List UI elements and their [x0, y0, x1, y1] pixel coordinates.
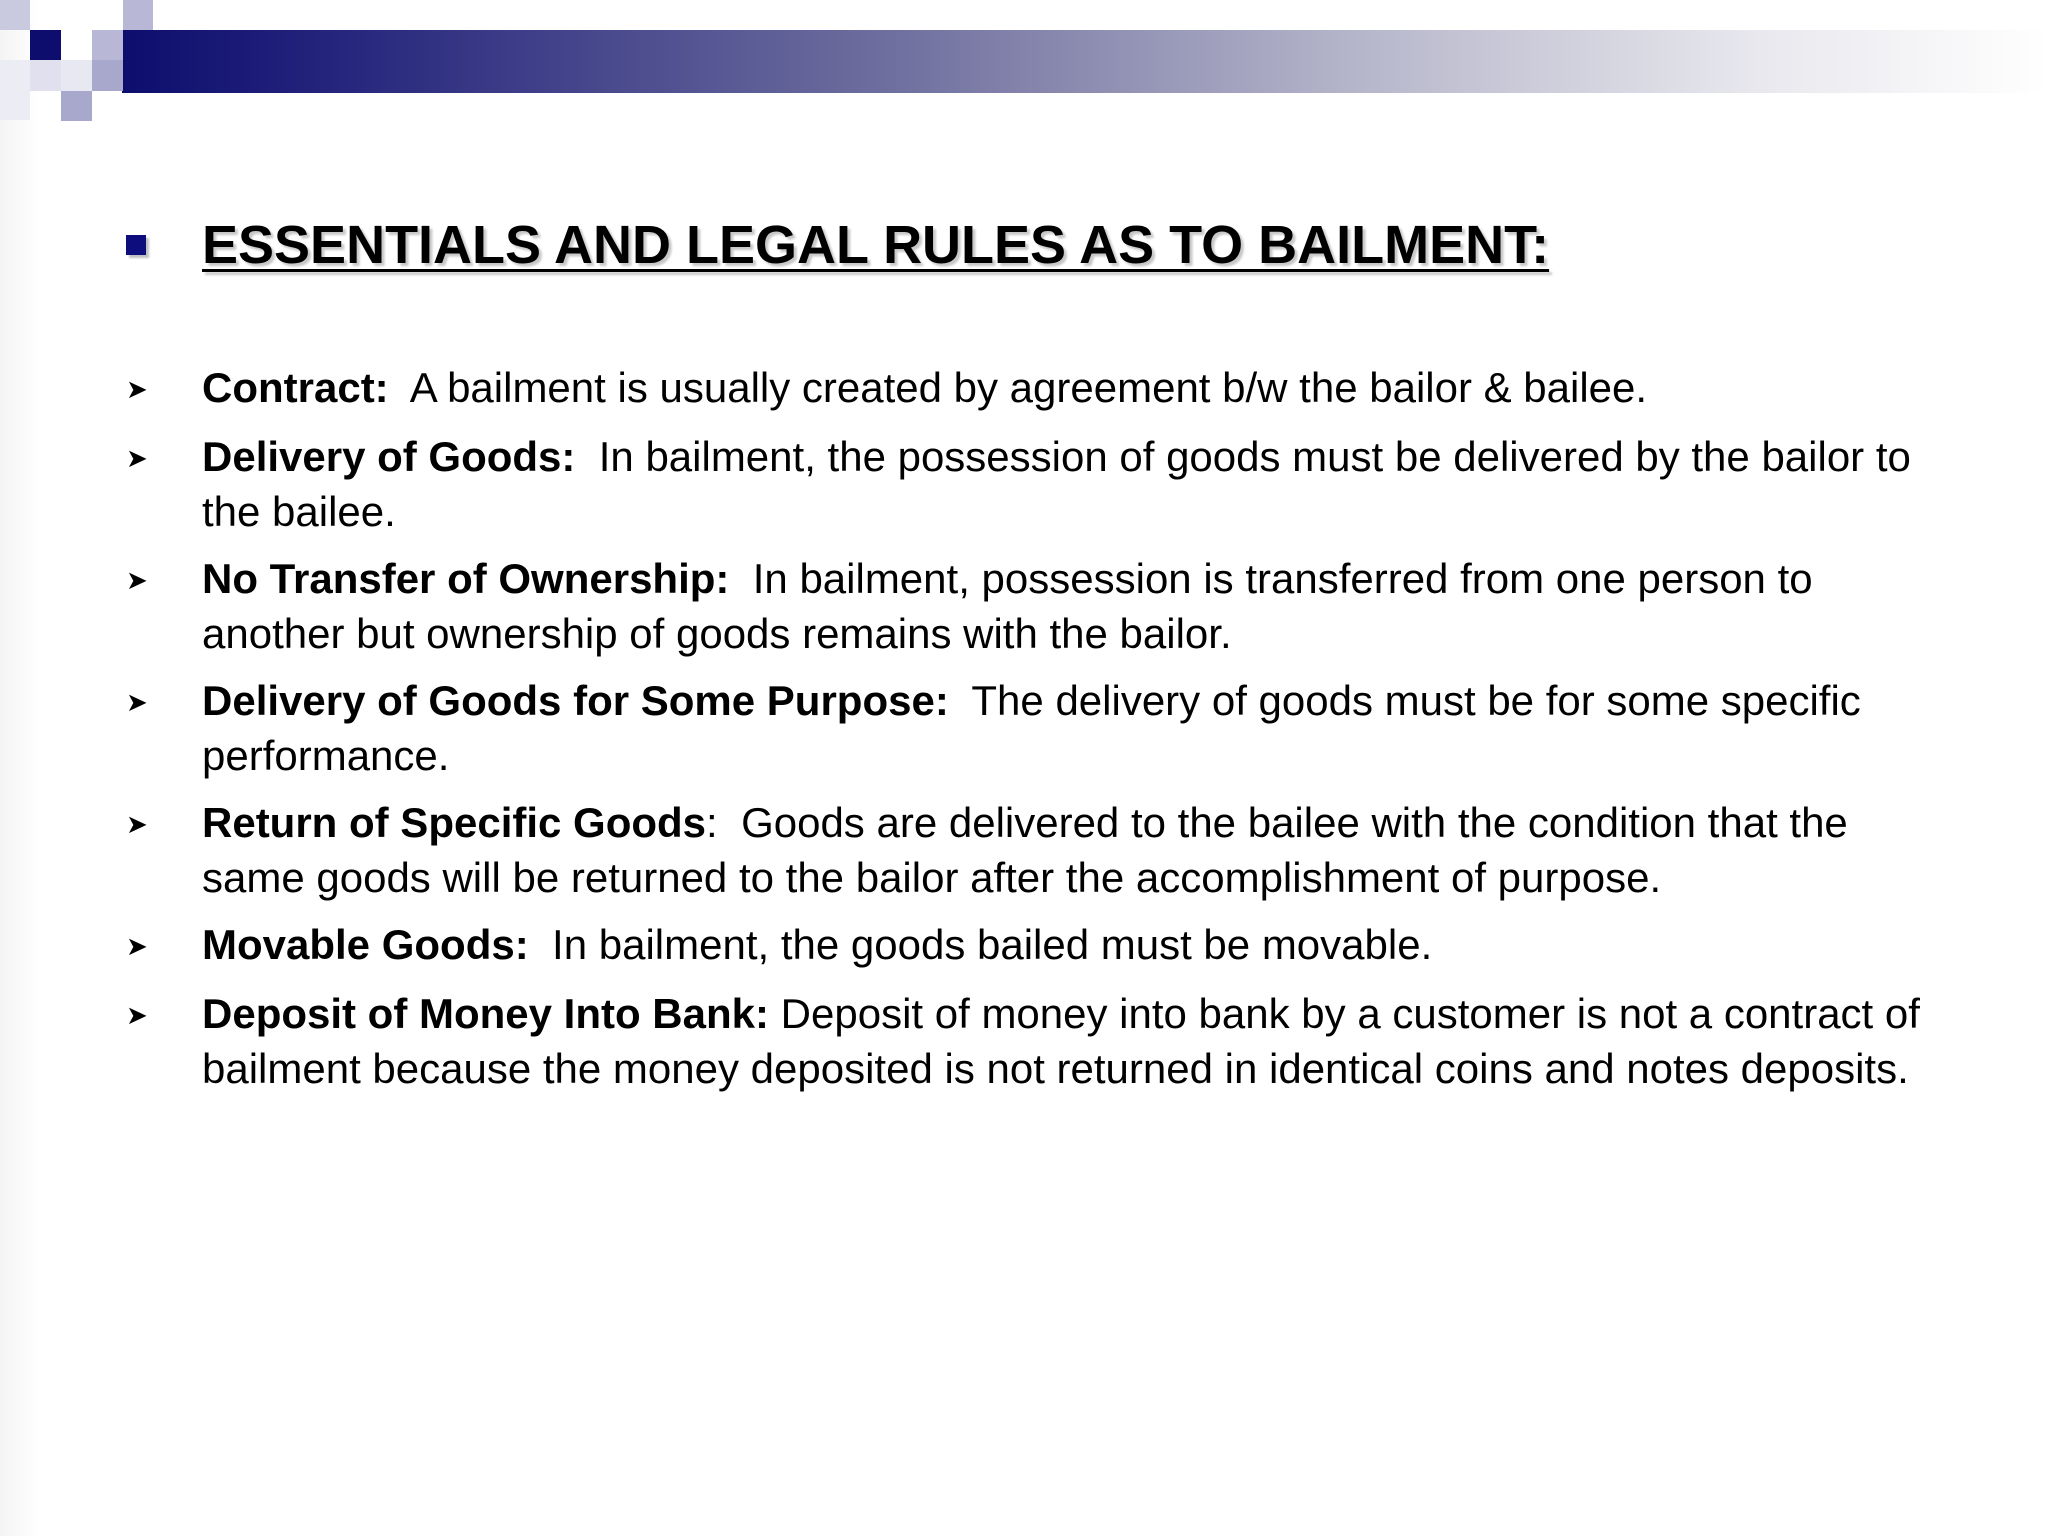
decor-square	[61, 60, 92, 91]
arrowhead-right-icon: ➤	[126, 687, 148, 717]
list-item	[126, 360, 1946, 417]
list-item-term: Return of Specific Goods	[202, 799, 707, 846]
list-item-term: Delivery of Goods for Some Purpose:	[202, 677, 949, 724]
list-item	[126, 673, 1946, 783]
decor-square	[30, 60, 61, 91]
decor-square	[61, 91, 92, 121]
list-item-term: Contract:	[202, 364, 389, 411]
list-item-body: In bailment, possession is transferred from one person to another but ownership of goods remains with the bailor.	[202, 555, 1813, 657]
decor-square	[0, 60, 30, 120]
decor-square	[92, 60, 123, 91]
arrowhead-right-icon: ➤	[126, 565, 148, 595]
list-item-term: Deposit of Money Into Bank:	[202, 990, 769, 1037]
arrowhead-right-icon: ➤	[126, 931, 148, 961]
list-item-body: In bailment, the possession of goods must be delivered by the bailor to the bailee.	[202, 433, 1911, 535]
decor-square	[123, 0, 153, 30]
list-item-body: In bailment, the goods bailed must be movable.	[552, 921, 1433, 968]
list-item-text	[202, 551, 1946, 661]
list-item-term: Movable Goods:	[202, 921, 529, 968]
header-gradient-band	[122, 30, 2048, 93]
list-item-body: The delivery of goods must be for some specific performance.	[202, 677, 1861, 779]
list-item	[126, 551, 1946, 661]
arrowhead-right-icon: ➤	[126, 374, 148, 404]
decor-square	[61, 0, 92, 30]
decor-square	[92, 30, 123, 60]
list-item-text	[202, 429, 1946, 539]
list-item-term: No Transfer of Ownership:	[202, 555, 730, 602]
list-item	[126, 986, 1946, 1096]
list-item	[126, 429, 1946, 539]
list-item	[126, 795, 1946, 905]
decor-square	[0, 0, 30, 30]
bullet-list	[126, 360, 1946, 1108]
list-item-body: Goods are delivered to the bailee with the condition that the same goods will be returned to the bailor after the accomplishment of purpose.	[202, 799, 1848, 901]
decor-square	[30, 30, 61, 60]
arrowhead-right-icon: ➤	[126, 443, 148, 473]
list-item-text	[202, 986, 1946, 1096]
list-item-text: Return of Specific Goods: Goods are delivered to the bailee with the condition that the same goods will be returned to the bailor after the accomplishment of purpose.	[202, 799, 1848, 901]
list-item-text	[202, 673, 1946, 783]
list-item-text	[202, 360, 1946, 415]
list-item-body: Deposit of money into bank by a customer is not a contract of bailment because the money deposited is not returned in identical coins and notes deposits.	[202, 990, 1920, 1092]
title-row	[126, 214, 1946, 276]
list-item	[126, 917, 1946, 974]
list-item-text	[202, 917, 1946, 972]
list-item-term: Delivery of Goods:	[202, 433, 576, 480]
list-item-body: A bailment is usually created by agreement b/w the bailor & bailee.	[409, 364, 1648, 411]
arrowhead-right-icon: ➤	[126, 1000, 148, 1030]
square-bullet-icon	[126, 235, 146, 255]
arrowhead-right-icon: ➤	[126, 809, 148, 839]
slide-title: ESSENTIALS AND LEGAL RULES AS TO BAILMENT:	[202, 215, 1550, 275]
